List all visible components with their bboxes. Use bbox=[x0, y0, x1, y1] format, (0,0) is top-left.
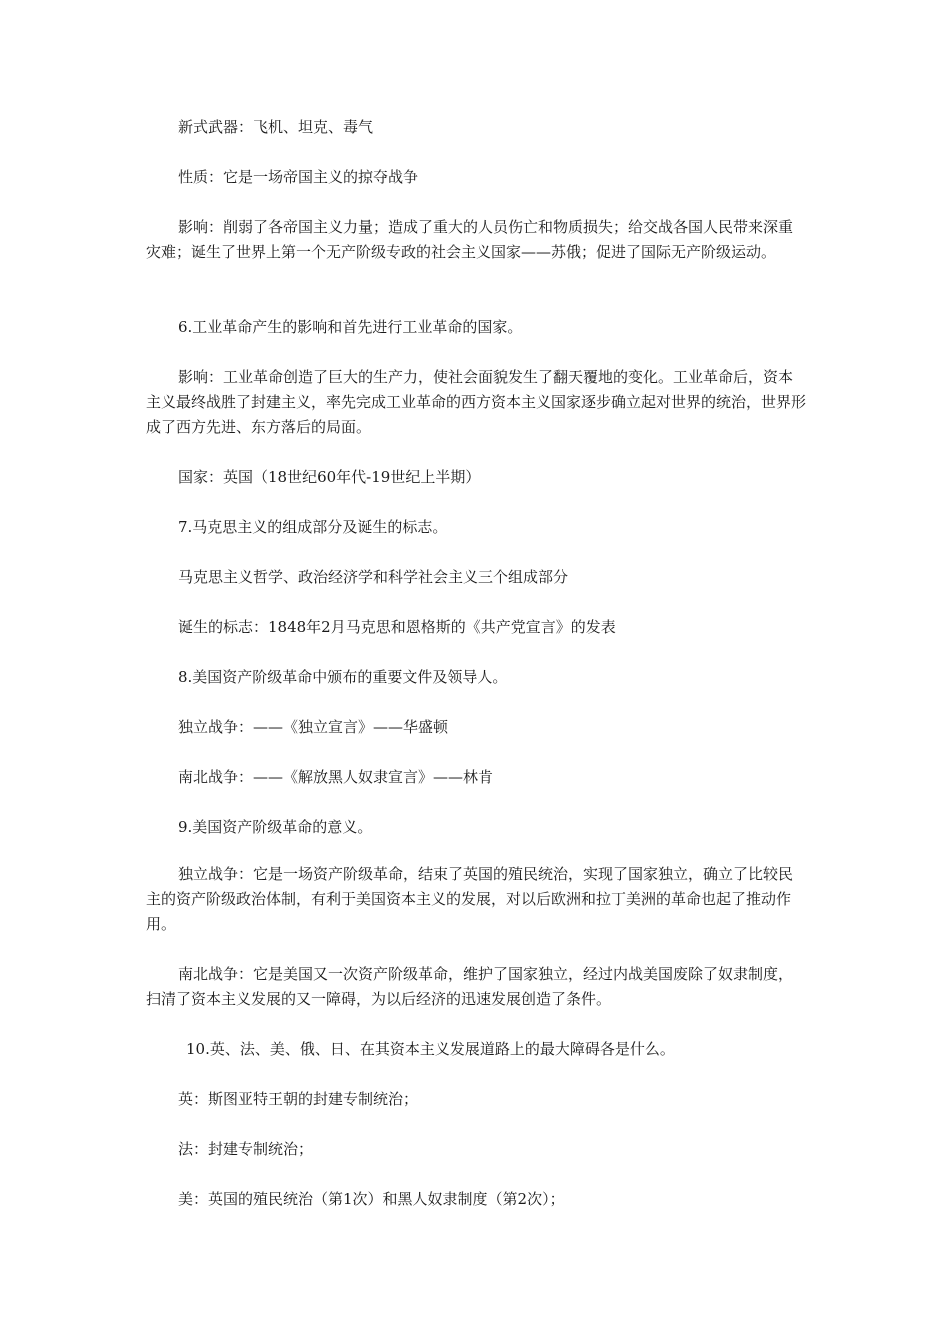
heading-item-6: 6.工业革命产生的影响和首先进行工业革命的国家。 bbox=[178, 318, 523, 336]
paragraph-marxism-birth: 诞生的标志：1848年2月马克思和恩格斯的《共产党宣言》的发表 bbox=[178, 618, 616, 636]
paragraph-france-obstacle: 法：封建专制统治； bbox=[178, 1140, 314, 1158]
paragraph-ww1-impact: 影响：削弱了各帝国主义力量；造成了重大的人员伤亡和物质损失；给交战各国人民带来深重灾难；诞生了世界上第一个无产阶级专政的社会主义国家——苏俄；促进了国际无产阶级运动。 bbox=[146, 218, 794, 261]
paragraph-civil-war-significance: 南北战争：它是美国又一次资产阶级革命，维护了国家独立，经过内战美国废除了奴隶制度，扫清了资本主义发展的又一障碍，为以后经济的迅速发展创造了条件。 bbox=[146, 965, 794, 1008]
paragraph-civil-war: 南北战争：——《解放黑人奴隶宣言》——林肯 bbox=[178, 768, 494, 786]
heading-item-9: 9.美国资产阶级革命的意义。 bbox=[178, 818, 373, 836]
paragraph-nature: 性质：它是一场帝国主义的掠夺战争 bbox=[178, 168, 419, 186]
paragraph-independence-significance: 独立战争：它是一场资产阶级革命，结束了英国的殖民统治，实现了国家独立，确立了比较民主的资产阶级政治体制，有利于美国资本主义的发展，对以后欧洲和拉丁美洲的革命也起了推动作用。 bbox=[146, 865, 794, 933]
heading-item-8: 8.美国资产阶级革命中颁布的重要文件及领导人。 bbox=[178, 668, 508, 686]
paragraph-industrial-country: 国家：英国（18世纪60年代-19世纪上半期） bbox=[178, 468, 481, 486]
paragraph-usa-obstacle: 美：英国的殖民统治（第1次）和黑人奴隶制度（第2次）； bbox=[178, 1190, 565, 1208]
paragraph-britain-obstacle: 英：斯图亚特王朝的封建专制统治； bbox=[178, 1090, 419, 1108]
heading-item-10: 10.英、法、美、俄、日、在其资本主义发展道路上的最大障碍各是什么。 bbox=[186, 1040, 675, 1058]
paragraph-independence-war: 独立战争：——《独立宣言》——华盛顿 bbox=[178, 718, 449, 736]
heading-item-7: 7.马克思主义的组成部分及诞生的标志。 bbox=[178, 518, 448, 536]
paragraph-marxism-parts: 马克思主义哲学、政治经济学和科学社会主义三个组成部分 bbox=[178, 568, 569, 586]
paragraph-industrial-impact: 影响：工业革命创造了巨大的生产力，使社会面貌发生了翻天覆地的变化。工业革命后，资本主义最终战胜了封建主义，率先完成工业革命的西方资本主义国家逐步确立起对世界的统治，世界形成了西方先进、东方落后的局面。 bbox=[146, 368, 807, 436]
paragraph-weapons: 新式武器：飞机、坦克、毒气 bbox=[178, 118, 374, 136]
